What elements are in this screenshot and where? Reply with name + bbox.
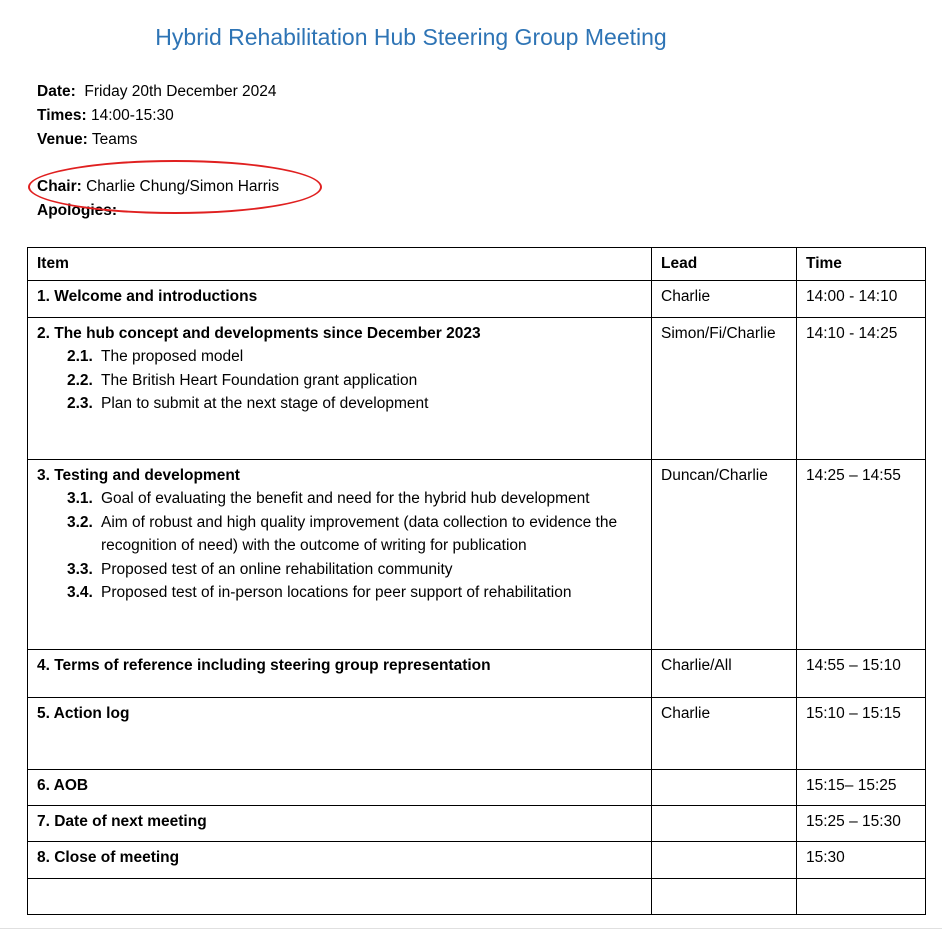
- apologies-label: Apologies:: [37, 202, 118, 219]
- table-row: [28, 459, 926, 649]
- lead-cell: Simon/Fi/Charlie: [652, 317, 797, 459]
- subitem-text: The British Heart Foundation grant application: [101, 371, 418, 389]
- agenda-item-title: 6. AOB: [37, 776, 89, 794]
- header-time: Time: [797, 248, 926, 281]
- agenda-item-cell: [28, 841, 652, 878]
- document-title: Hybrid Rehabilitation Hub Steering Group Meeting: [155, 24, 667, 50]
- time-cell: 15:10 – 15:15: [797, 697, 926, 769]
- subitem-text: Aim of robust and high quality improvement (data collection to evidence the recognition of need) with the outcome of writing for publication: [101, 513, 618, 554]
- date-line: [37, 80, 277, 103]
- subitem-number: 2.2.: [67, 371, 93, 389]
- header-item: Item: [28, 248, 652, 281]
- table-row: [28, 878, 926, 914]
- times-label: Times:: [37, 107, 87, 124]
- agenda-item-cell: [28, 459, 652, 649]
- subitem-number: 3.4.: [67, 584, 93, 601]
- time-cell: [797, 878, 926, 914]
- subitem-number: 2.3.: [67, 395, 93, 412]
- time-cell: 15:15– 15:25: [797, 769, 926, 805]
- page-bottom-line: [0, 928, 942, 929]
- table-row: [28, 769, 926, 805]
- agenda-item-cell: [28, 317, 652, 459]
- agenda-item-cell: [28, 649, 652, 697]
- lead-cell: Charlie: [652, 280, 797, 317]
- lead-cell: [652, 841, 797, 878]
- subitem-number: 2.1.: [67, 348, 93, 365]
- chair-value: Charlie Chung/Simon Harris: [86, 178, 280, 195]
- lead-cell: Charlie/All: [652, 649, 797, 697]
- venue-line: [37, 128, 138, 151]
- subitem-text: Proposed test of in-person locations for peer support of rehabilitation: [101, 584, 572, 601]
- agenda-subitem: [37, 369, 642, 393]
- date-value: Friday 20th December 2024: [84, 83, 277, 100]
- times-value: 14:00-15:30: [91, 107, 174, 124]
- agenda-item-cell: [28, 280, 652, 317]
- agenda-item-title: 5. Action log: [37, 704, 130, 722]
- agenda-subitem: [37, 487, 642, 511]
- time-cell: 14:55 – 15:10: [797, 649, 926, 697]
- agenda-item-title: 8. Close of meeting: [37, 848, 180, 866]
- time-cell: 15:25 – 15:30: [797, 805, 926, 841]
- subitem-number: 3.1.: [67, 490, 93, 507]
- table-row: [28, 841, 926, 878]
- agenda-table: [27, 247, 926, 915]
- venue-value: Teams: [91, 131, 138, 148]
- agenda-subitem: [37, 392, 642, 416]
- subitem-text: Plan to submit at the next stage of development: [101, 395, 429, 412]
- header-lead: Lead: [652, 248, 797, 281]
- agenda-item-title: 1. Welcome and introductions: [37, 287, 258, 305]
- date-label: Date:: [37, 83, 76, 100]
- chair-label: Chair:: [37, 178, 82, 195]
- time-cell: 15:30: [797, 841, 926, 878]
- lead-cell: [652, 878, 797, 914]
- table-row: [28, 317, 926, 459]
- agenda-item-cell: [28, 878, 652, 914]
- subitem-text: Goal of evaluating the benefit and need for the hybrid hub development: [101, 490, 590, 507]
- subitem-text: Proposed test of an online rehabilitation community: [101, 560, 453, 578]
- agenda-subitem: [37, 581, 642, 605]
- agenda-item-cell: [28, 697, 652, 769]
- agenda-subitem: [37, 558, 642, 582]
- lead-cell: [652, 769, 797, 805]
- times-line: [37, 104, 174, 127]
- agenda-subitem: [37, 511, 642, 558]
- subitem-number: 3.2.: [67, 513, 93, 531]
- agenda-subitem: [37, 345, 642, 369]
- agenda-item-cell: [28, 769, 652, 805]
- agenda-item-cell: [28, 805, 652, 841]
- table-row: [28, 280, 926, 317]
- table-row: [28, 649, 926, 697]
- lead-cell: Duncan/Charlie: [652, 459, 797, 649]
- subitem-text: The proposed model: [101, 348, 244, 365]
- table-header-row: [28, 248, 926, 281]
- agenda-item-title: 2. The hub concept and developments since December 2023: [37, 324, 481, 342]
- subitem-number: 3.3.: [67, 560, 93, 578]
- table-row: [28, 805, 926, 841]
- lead-cell: Charlie: [652, 697, 797, 769]
- time-cell: 14:25 – 14:55: [797, 459, 926, 649]
- table-row: [28, 697, 926, 769]
- agenda-item-title: 7. Date of next meeting: [37, 812, 207, 830]
- lead-cell: [652, 805, 797, 841]
- agenda-item-title: 3. Testing and development: [37, 466, 240, 484]
- agenda-item-title: 4. Terms of reference including steering group representation: [37, 656, 491, 674]
- time-cell: 14:10 - 14:25: [797, 317, 926, 459]
- time-cell: 14:00 - 14:10: [797, 280, 926, 317]
- venue-label: Venue:: [37, 131, 88, 148]
- chair-highlight-ellipse: [28, 160, 322, 214]
